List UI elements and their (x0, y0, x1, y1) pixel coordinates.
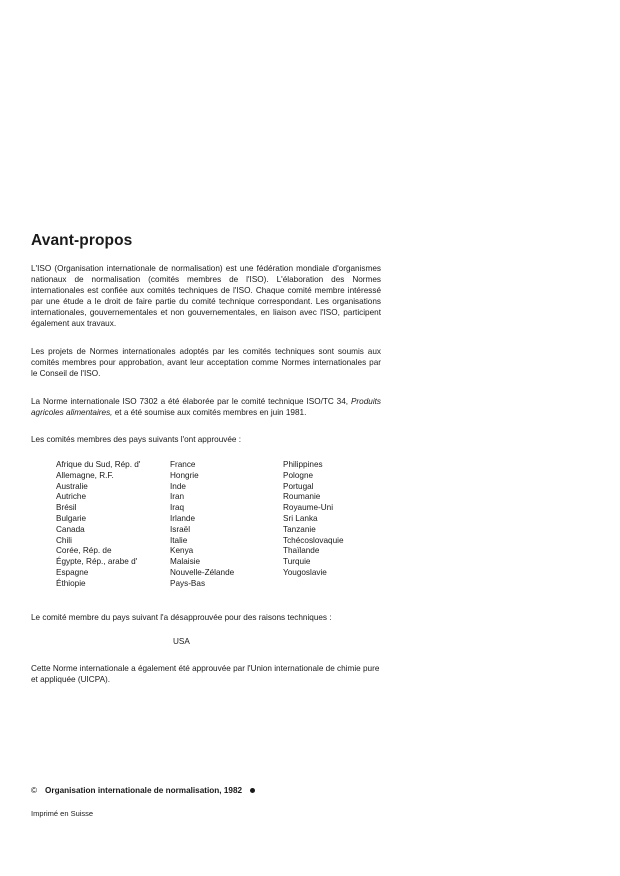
approval-intro: Les comités membres des pays suivants l'ont approuvée : (31, 435, 241, 444)
country-item: Turquie (283, 557, 311, 567)
disapproval-intro: Le comité membre du pays suivant l'a désapprouvée pour des raisons techniques : (31, 613, 332, 622)
country-item: Espagne (56, 567, 89, 577)
standard-text-before: La Norme internationale ISO 7302 a été élaborée par le comité technique ISO/TC 34, (31, 397, 349, 406)
country-item: Égypte, Rép., arabe d' (56, 557, 138, 567)
country-item: Sri Lanka (283, 513, 318, 523)
country-item: Roumanie (283, 492, 321, 502)
country-column (283, 460, 383, 590)
iupac-note: Cette Norme internationale a également été approuvée par l'Union internationale de chimie pure et appliquée (UICPA). (31, 664, 380, 684)
disapproving-country: USA (173, 637, 190, 646)
foreword-paragraph-iso: L'ISO (Organisation internationale de normalisation) est une fédération mondiale d'organismes nationaux de normalisation (comités membres de l'ISO). L'élaboration des Normes internationales est confiée aux comités techniques de l'ISO. Chaque comité membre intéressé par une étude a le droit de faire partie du comité technique correspondant. Les organisations internationales, gouvernementales et non gouvernementales, en liaison avec l'ISO, participent également aux travaux. (31, 264, 381, 328)
country-item: Pologne (283, 470, 314, 480)
country-column (56, 460, 170, 590)
country-item: Bulgarie (56, 513, 87, 523)
country-item: Chili (56, 535, 72, 545)
country-item: Israël (170, 524, 191, 534)
country-item: Kenya (170, 546, 194, 556)
standard-text-after: et a été soumise aux comités membres en juin 1981. (114, 408, 307, 417)
country-item: Irlande (170, 513, 196, 523)
country-column (170, 460, 283, 590)
copyright-icon: © (31, 786, 38, 795)
bullet-icon (250, 788, 255, 793)
country-item: Australie (56, 481, 88, 491)
country-item: Yougoslavie (283, 567, 327, 577)
country-item: Tchécoslovaquie (283, 535, 344, 545)
country-item: Iran (170, 492, 185, 502)
country-item: Royaume-Uni (283, 503, 334, 513)
country-item: Thaïlande (283, 546, 320, 556)
country-item: Corée, Rép. de (56, 546, 112, 556)
country-item: Philippines (283, 460, 323, 469)
country-item: Éthiopie (56, 578, 86, 588)
foreword-paragraph-drafts: Les projets de Normes internationales adoptés par les comités techniques sont soumis aux comités membres pour approbation, avant leur acceptation comme Normes internationales par le Conseil de l'ISO. (31, 347, 381, 378)
foreword-paragraph-standard (31, 396, 381, 418)
country-item: Allemagne, R.F. (56, 470, 114, 480)
approving-countries-list (56, 460, 383, 590)
country-item: Hongrie (170, 470, 199, 480)
committee-title: Produits agricoles alimentaires, (31, 397, 382, 417)
country-item: Afrique du Sud, Rép. d' (56, 460, 141, 469)
printed-in: Imprimé en Suisse (31, 809, 94, 818)
country-item: Iraq (170, 503, 185, 513)
country-item: Pays-Bas (170, 578, 206, 588)
country-item: Malaisie (170, 557, 201, 567)
country-item: France (170, 460, 196, 469)
country-item: Italie (170, 535, 188, 545)
country-item: Autriche (56, 492, 87, 502)
country-item: Brésil (56, 503, 77, 513)
country-item: Portugal (283, 481, 314, 491)
page-title: Avant-propos (31, 232, 133, 249)
copyright-text: Organisation internationale de normalisation, 1982 (45, 786, 243, 795)
copyright-line (31, 786, 255, 795)
country-item: Tanzanie (283, 524, 316, 534)
country-item: Canada (56, 524, 85, 534)
country-item: Inde (170, 481, 186, 491)
country-item: Nouvelle-Zélande (170, 567, 235, 577)
